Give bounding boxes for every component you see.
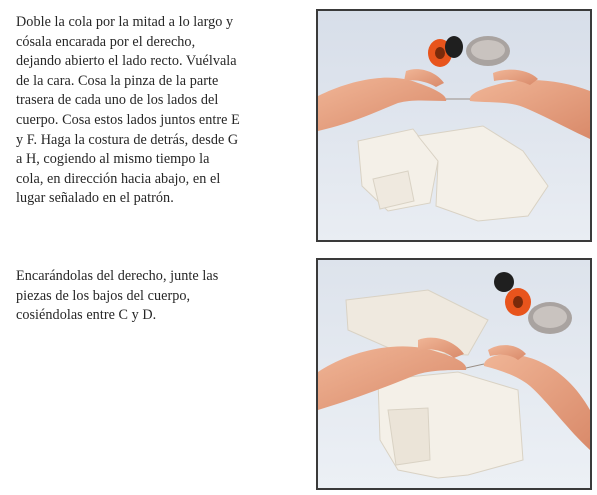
text-line: trasera de cada uno de los lados del [16,92,219,109]
step-2-sewing-photo [316,258,592,490]
text-line: cola, en dirección hacia abajo, en el [16,170,221,187]
pin-tin-icon [528,302,572,334]
text-line: a H, cogiendo al mismo tiempo la [16,151,210,168]
text-line: de la cara. Cosa la pinza de la parte [16,72,219,89]
text-line: Doble la cola por la mitad a lo largo y [16,14,234,30]
sewing-hands-illustration [318,260,590,488]
step-1-sewing-photo [316,9,592,242]
step-2-instructions [16,267,306,326]
text-line: y F. Haga la costura de detrás, desde G [16,131,239,148]
text-line: cuerpo. Cosa estos lados juntos entre E [16,111,240,128]
text-line: cósala encarada por el derecho, [16,33,196,50]
text-line: Encarándolas del derecho, junte las [16,268,219,284]
pin-tin-icon [466,36,510,66]
text-line: cosiéndolas entre C y D. [16,307,157,324]
text-line: dejando abierto el lado recto. Vuélvala [16,53,237,70]
text-line: lugar señalado en el patrón. [16,190,174,207]
text-line: piezas de los bajos del cuerpo, [16,287,191,304]
step-1-instructions [16,13,306,209]
sewing-hands-illustration [318,11,590,240]
